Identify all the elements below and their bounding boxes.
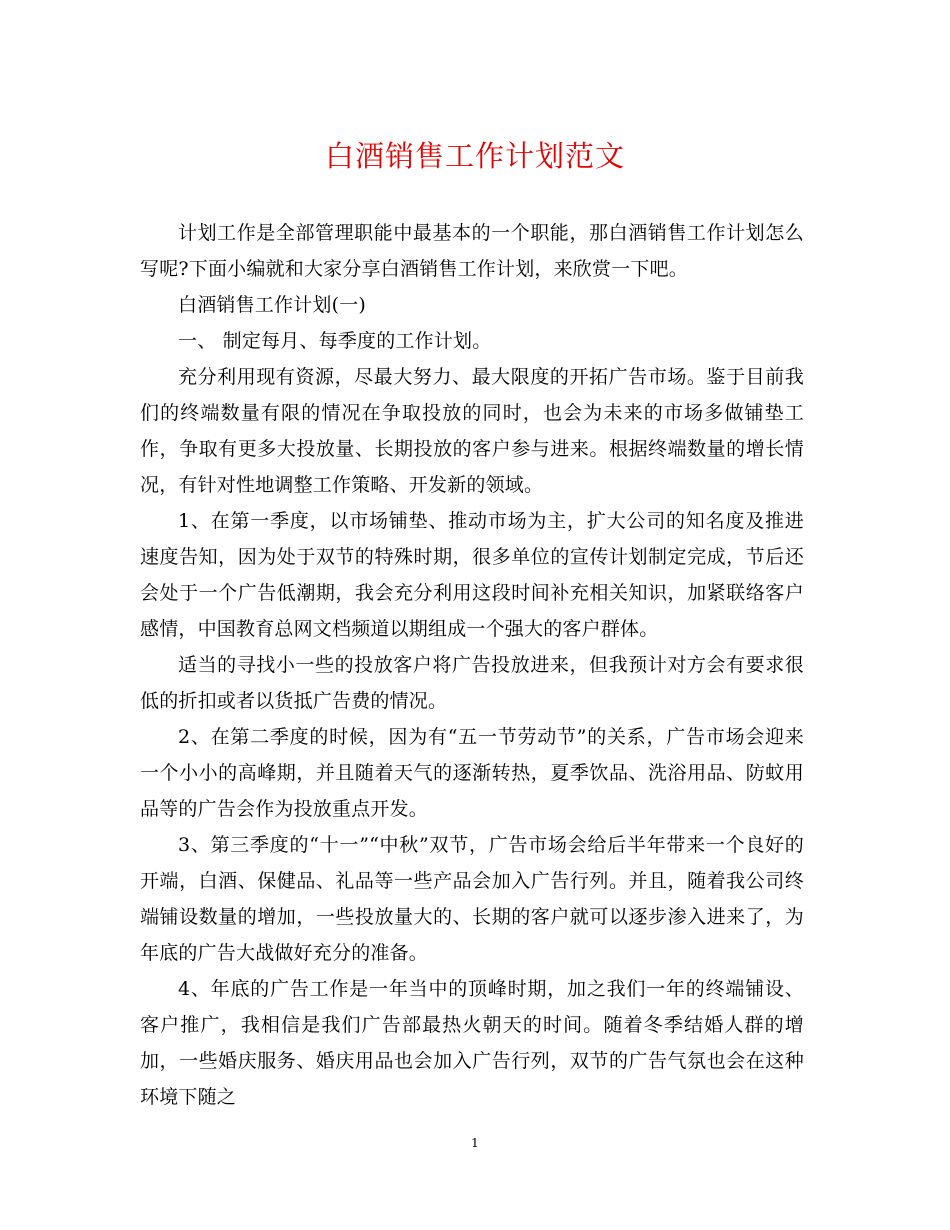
paragraph-section-heading: 白酒销售工作计划(一): [178, 294, 367, 316]
paragraph-q4: 4、年底的广告工作是一年当中的顶峰时期，加之我们一年的终端铺设、客户推广，我相信是我们广告部最热火朝天的时间。随着冬季结婚人群的增加，一些婚庆服务、婚庆用品也会加入广告行列，双节的广告气氛也会在这种环境下随之: [140, 978, 804, 1108]
paragraph-small-clients: 适当的寻找小一些的投放客户将广告投放进来，但我预计对方会有要求很低的折扣或者以货抵广告费的情况。: [140, 654, 804, 712]
paragraph-intro: 计划工作是全部管理职能中最基本的一个职能，那白酒销售工作计划怎么写呢?下面小编就和大家分享白酒销售工作计划，来欣赏一下吧。: [140, 222, 804, 280]
paragraph-resources: 充分利用现有资源，尽最大努力、最大限度的开拓广告市场。鉴于目前我们的终端数量有限的情况在争取投放的同时，也会为未来的市场多做铺垫工作，争取有更多大投放量、长期投放的客户参与进来。根据终端数量的增长情况，有针对性地调整工作策略、开发新的领域。: [140, 366, 804, 496]
paragraph-q2: 2、在第二季度的时候，因为有“五一节劳动节”的关系，广告市场会迎来一个小小的高峰期，并且随着天气的逐渐转热，夏季饮品、洗浴用品、防蚊用品等的广告会作为投放重点开发。: [140, 726, 804, 820]
paragraph-point-heading: 一、 制定每月、每季度的工作计划。: [178, 330, 492, 352]
paragraph-q1: 1、在第一季度，以市场铺垫、推动市场为主，扩大公司的知名度及推进速度告知，因为处于双节的特殊时期，很多单位的宣传计划制定完成，节后还会处于一个广告低潮期，我会充分利用这段时间补充相关知识，加紧联络客户感情，中国教育总网文档频道以期组成一个强大的客户群体。: [140, 510, 804, 640]
document-title: 白酒销售工作计划范文: [324, 139, 625, 173]
document-body: [140, 215, 804, 1115]
page-number: 1: [471, 1136, 479, 1150]
paragraph-q3: 3、第三季度的“十一”“中秋”双节，广告市场会给后半年带来一个良好的开端，白酒、保健品、礼品等一些产品会加入广告行列。并且，随着我公司终端铺设数量的增加，一些投放量大的、长期的客户就可以逐步渗入进来了，为年底的广告大战做好充分的准备。: [140, 834, 804, 964]
